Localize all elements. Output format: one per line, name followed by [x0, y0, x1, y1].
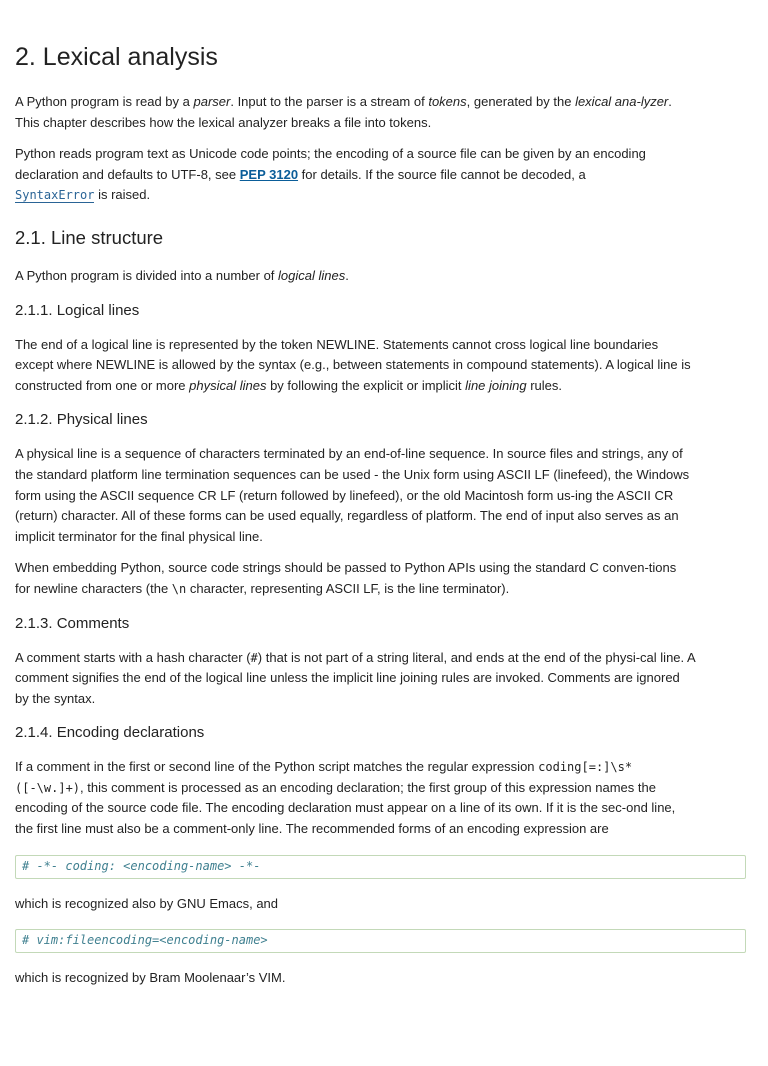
- emacs-note-paragraph: which is recognized also by GNU Emacs, and: [15, 895, 279, 911]
- inline-code-coding-regex: coding[=:]\s*: [538, 760, 633, 775]
- intro-paragraph-1: A Python program is read by a parser. Input to the parser is a stream of tokens, generated by the lexical ana-lyzer. This chapter describes how the lexical analyzer breaks a file into tokens.: [15, 94, 672, 130]
- page-title: 2. Lexical analysis: [15, 43, 218, 71]
- line-structure-paragraph: A Python program is divided into a number of logical lines.: [15, 267, 349, 283]
- section-title-line-structure: 2.1. Line structure: [15, 226, 164, 248]
- section-title-logical-lines: 2.1.1. Logical lines: [15, 301, 140, 319]
- comments-paragraph: A comment starts with a hash character (#) that is not part of a string literal, and ends at the end of the physi-cal line. A comment signifies the end of the logical line unless the implicit line joining rules are invoked. Comments are ignored by the syntax.: [15, 649, 695, 706]
- inline-code-group-regex: ([-\w.]+): [15, 780, 81, 795]
- intro-paragraph-2: Python reads program text as Unicode code points; the encoding of a source file can be given by an encoding declaration and defaults to UTF-8, see PEP 3120 for details. If the source file cannot be decoded, a SyntaxError is raised.: [15, 146, 646, 203]
- physical-lines-paragraph-1: A physical line is a sequence of characters terminated by an end-of-line sequence. In source files and strings, any of the standard platform line termination sequences can be used - the Unix form using ASCII LF (linefeed), the Windows form using the ASCII sequence CR LF (return followed by linefeed), or the old Macintosh form us-ing the ASCII CR (return) character. All of these forms can be used equally, regardless of platform. The end of input also serves as an implicit terminator for the final physical line.: [15, 446, 690, 544]
- inline-code-newline: \n: [171, 581, 187, 596]
- pep-3120-link[interactable]: PEP 3120: [239, 166, 299, 182]
- section-title-physical-lines: 2.1.2. Physical lines: [15, 411, 148, 429]
- section-title-encoding-declarations: 2.1.4. Encoding declarations: [15, 724, 205, 742]
- encoding-declarations-paragraph: If a comment in the first or second line of the Python script matches the regular expression coding[=:]\s* ([-\w.]+), this comment is processed as an encoding declaration; the first group of this expression names the encoding of the source code file. The encoding declaration must appear on a line of its own. If it is the sec-ond line, the first line must also be a comment-only line. The recommended forms of an encoding expression are: [15, 759, 676, 837]
- logical-lines-paragraph: The end of a logical line is represented by the token NEWLINE. Statements cannot cross logical line boundaries except where NEWLINE is allowed by the syntax (e.g., between statements in compound statements). A logical line is constructed from one or more physical lines by following the explicit or implicit line joining rules.: [15, 336, 691, 393]
- code-block-vim: # vim:fileencoding=<encoding-name>: [15, 929, 746, 953]
- document-page: [0, 42, 753, 989]
- syntaxerror-link[interactable]: SyntaxError: [15, 188, 95, 203]
- section-title-comments: 2.1.3. Comments: [15, 614, 130, 632]
- inline-code-hash: #: [250, 650, 258, 665]
- vim-note-paragraph: which is recognized by Bram Moolenaar’s VIM.: [15, 970, 286, 986]
- code-block-emacs: # -*- coding: <encoding-name> -*-: [15, 855, 746, 879]
- physical-lines-paragraph-2: When embedding Python, source code strings should be passed to Python APIs using the standard C conven-tions for newline characters (the \n character, representing ASCII LF, is the line terminator).: [15, 560, 677, 596]
